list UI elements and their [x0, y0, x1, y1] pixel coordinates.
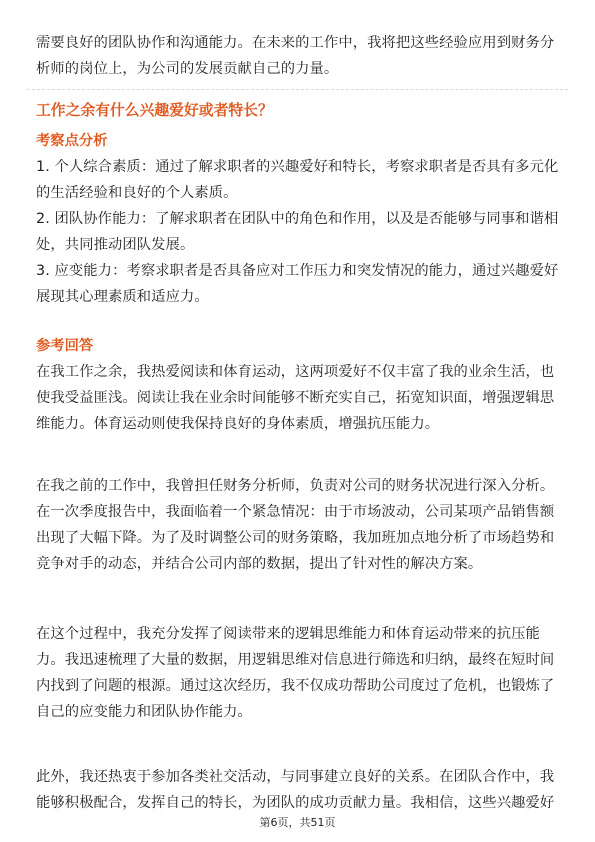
text-line: 此外，我还热衷于参加各类社交活动，与同事建立良好的关系。在团队合作中，我 — [36, 769, 555, 785]
text-line: 在我工作之余，我热爱阅读和体育运动，这两项爱好不仅丰富了我的业余生活，也 — [36, 364, 555, 380]
text-line: 处，共同推动团队发展。 — [36, 237, 195, 253]
text-line: 力。我迅速梳理了大量的数据，用逻辑思维对信息进行筛选和归纳，最终在短时间 — [36, 652, 555, 668]
text-line: 能够积极配合，发挥自己的特长，为团队的成功贡献力量。我相信，这些兴趣爱好 — [36, 795, 555, 811]
intro-paragraph — [36, 30, 561, 82]
text-line: 使我受益匪浅。阅读让我在业余时间能够不断充实自己，拓宽知识面，增强逻辑思 — [36, 390, 555, 406]
answer-paragraph-2 — [36, 473, 561, 577]
answer-paragraph-1 — [36, 359, 561, 437]
page-number: 第6页，共51页 — [259, 816, 336, 829]
analysis-item-2 — [36, 206, 561, 258]
answer-title: 参考回答 — [36, 338, 94, 354]
text-line: 1. 个人综合素质：通过了解求职者的兴趣爱好和特长，考察求职者是否具有多元化 — [36, 159, 559, 175]
analysis-title: 考察点分析 — [36, 133, 108, 149]
text-line: 需要良好的团队协作和沟通能力。在未来的工作中，我将把这些经验应用到财务分 — [36, 35, 555, 51]
text-line: 的生活经验和良好的个人素质。 — [36, 185, 238, 201]
text-line: 出现了大幅下降。为了及时调整公司的财务策略，我加班加点地分析了市场趋势和 — [36, 530, 555, 546]
text-line: 自己的应变能力和团队协作能力。 — [36, 704, 252, 720]
text-line: 析师的岗位上，为公司的发展贡献自己的力量。 — [36, 61, 339, 77]
text-line: 在一次季度报告中，我面临着一个紧急情况：由于市场波动，公司某项产品销售额 — [36, 504, 555, 520]
text-line: 在我之前的工作中，我曾担任财务分析师，负责对公司的财务状况进行深入分析。 — [36, 478, 555, 494]
text-line: 2. 团队协作能力：了解求职者在团队中的角色和作用，以及是否能够与同事和谐相 — [36, 211, 559, 227]
section-divider — [27, 89, 568, 90]
analysis-item-1 — [36, 154, 561, 206]
text-line: 维能力。体育运动则使我保持良好的身体素质，增强抗压能力。 — [36, 416, 440, 432]
text-line: 展现其心理素质和适应力。 — [36, 289, 209, 305]
text-line: 在这个过程中，我充分发挥了阅读带来的逻辑思维能力和体育运动带来的抗压能 — [36, 626, 540, 642]
text-line: 内找到了问题的根源。通过这次经历，我不仅成功帮助公司度过了危机，也锻炼了 — [36, 678, 555, 694]
answer-paragraph-4 — [36, 764, 561, 816]
question-heading: 工作之余有什么兴趣爱好或者特长？ — [36, 102, 273, 119]
text-line: 3. 应变能力：考察求职者是否具备应对工作压力和突发情况的能力，通过兴趣爱好 — [36, 263, 559, 279]
analysis-item-3 — [36, 258, 561, 310]
text-line: 竞争对手的动态，并结合公司内部的数据，提出了针对性的解决方案。 — [36, 556, 483, 572]
answer-paragraph-3 — [36, 621, 561, 725]
